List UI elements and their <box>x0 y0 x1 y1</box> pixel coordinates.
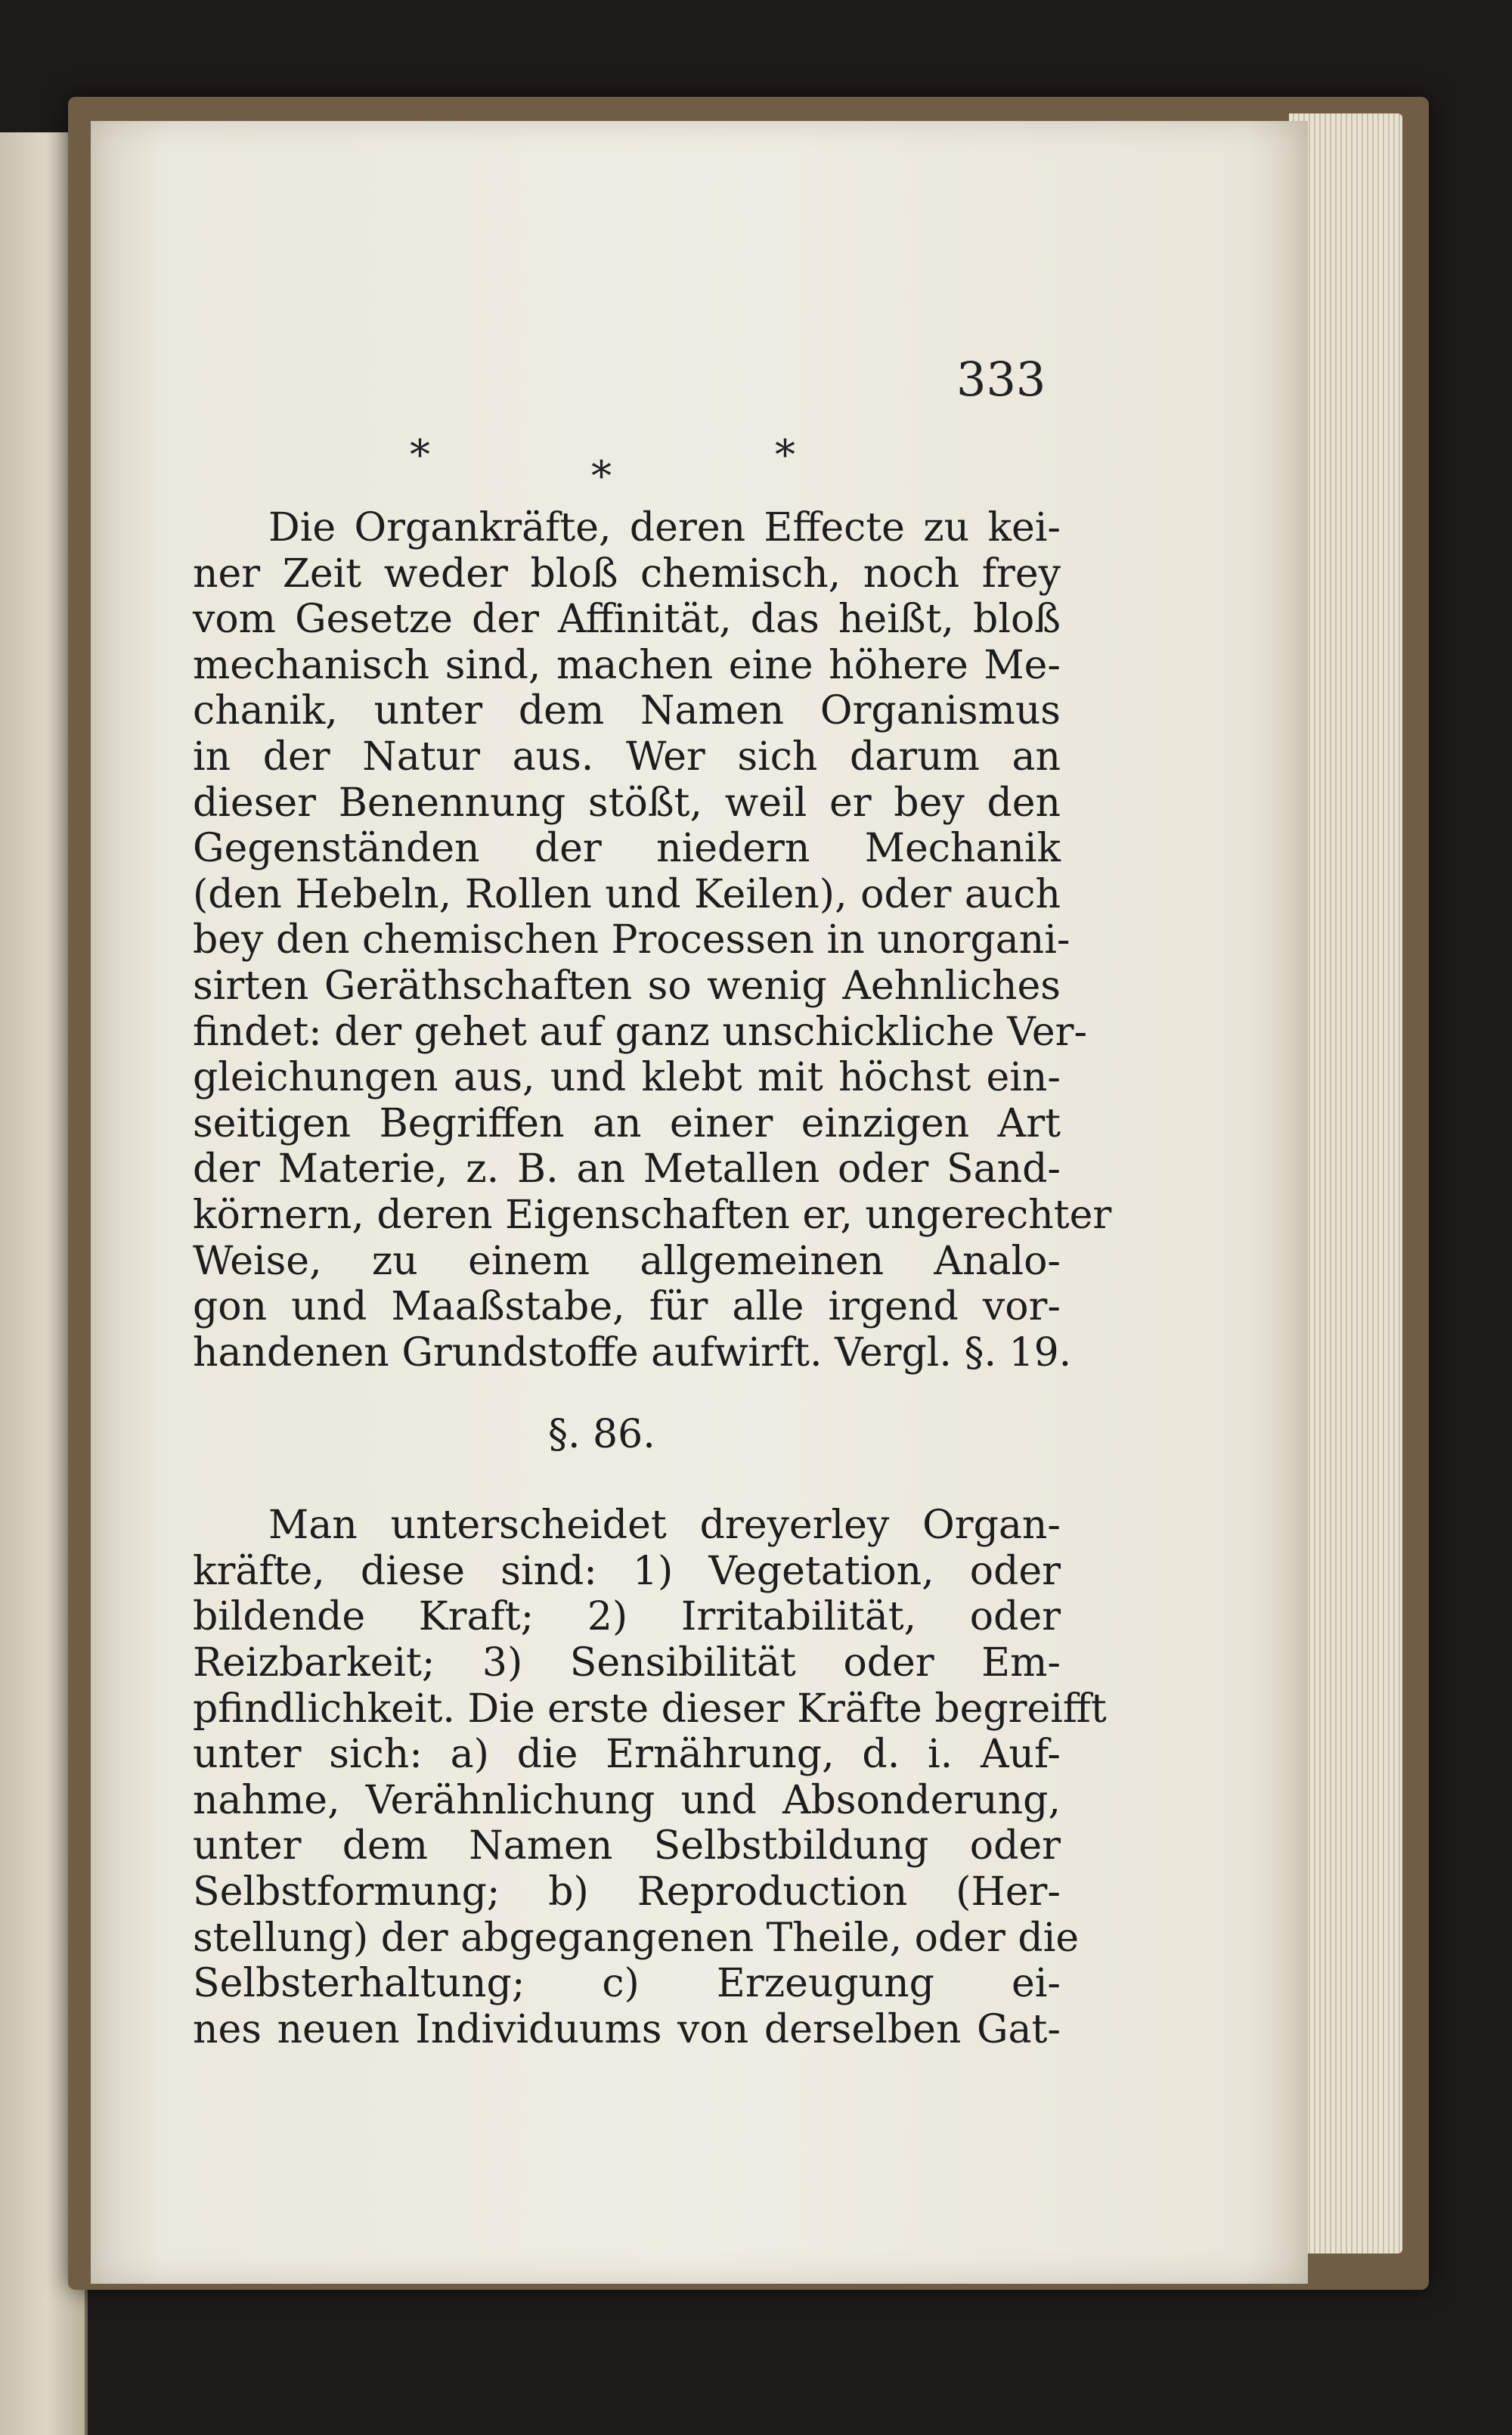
text-line: sirten Geräthschaften so wenig Aehnliches <box>193 963 1061 1009</box>
text-line: gon und Maaßstabe, für alle irgend vor- <box>193 1284 1061 1330</box>
text-line: mechanisch sind, machen eine höhere Me- <box>193 642 1061 688</box>
text-line: seitigen Begriffen an einer einzigen Art <box>193 1100 1061 1146</box>
text-line: bey den chemischen Processen in unorgani- <box>193 917 1070 963</box>
text-line: Gegenständen der niedern Mechanik <box>193 826 1061 872</box>
text-line: gleichungen aus, und klebt mit höchst ein- <box>193 1055 1061 1101</box>
section-heading: §. 86. <box>548 1412 655 1458</box>
text-line: (den Hebeln, Rollen und Keilen), oder auch <box>193 871 1061 917</box>
text-line: vom Gesetze der Affinität, das heißt, bloß <box>193 597 1061 643</box>
text-line: findet: der gehet auf ganz unschickliche Ver- <box>193 1009 1088 1055</box>
text-line: pfindlichkeit. Die erste dieser Kräfte begreifft <box>193 1686 1107 1732</box>
text-line: körnern, deren Eigenschaften er, ungerechter <box>193 1192 1112 1238</box>
text-line: der Materie, z. B. an Metallen oder Sand- <box>193 1146 1061 1193</box>
text-line: Man unterscheidet dreyerley Organ- <box>268 1503 1061 1549</box>
section-separator <box>393 431 816 500</box>
text-line: chanik, unter dem Namen Organismus <box>193 688 1061 734</box>
text-line: bildende Kraft; 2) Irritabilität, oder <box>193 1594 1061 1640</box>
page-number: 333 <box>956 352 1046 407</box>
separator-star: * <box>775 431 795 479</box>
text-line: Weise, zu einem allgemeinen Analo- <box>193 1238 1061 1284</box>
text-line: dieser Benennung stößt, weil er bey den <box>193 780 1061 826</box>
text-line: Selbsterhaltung; c) Erzeugung ei- <box>193 1961 1061 2007</box>
text-line: stellung) der abgegangenen Theile, oder die <box>193 1915 1080 1961</box>
separator-star: * <box>410 431 430 479</box>
text-line: nes neuen Individuums von derselben Gat- <box>193 2006 1061 2052</box>
separator-star: * <box>591 452 612 500</box>
body-text <box>193 505 1112 2052</box>
text-line: unter sich: a) die Ernährung, d. i. Auf- <box>193 1732 1061 1778</box>
text-line: in der Natur aus. Wer sich darum an <box>193 734 1061 780</box>
text-line: Die Organkräfte, deren Effecte zu kei- <box>268 505 1061 551</box>
text-line: nahme, Verähnlichung und Absonderung, <box>193 1777 1061 1823</box>
text-line: handenen Grundstoffe aufwirft. Vergl. §. 19. <box>193 1329 1072 1376</box>
text-line: Reizbarkeit; 3) Sensibilität oder Em- <box>193 1640 1061 1686</box>
text-line: unter dem Namen Selbstbildung oder <box>193 1823 1061 1869</box>
text-line: ner Zeit weder bloß chemisch, noch frey <box>193 551 1061 597</box>
text-line: Selbstformung; b) Reproduction (Her- <box>193 1869 1061 1915</box>
text-line: kräfte, diese sind: 1) Vegetation, oder <box>193 1548 1061 1594</box>
